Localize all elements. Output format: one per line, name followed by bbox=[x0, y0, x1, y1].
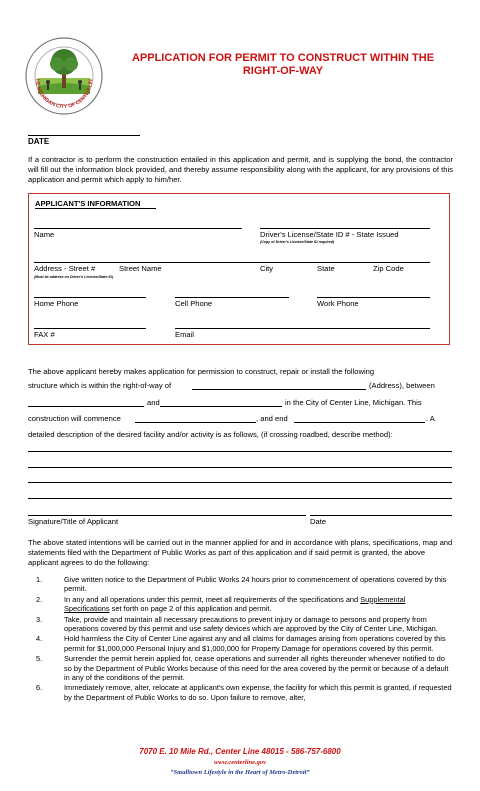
condition-item bbox=[28, 634, 453, 653]
city-seal-logo bbox=[24, 36, 104, 116]
condition-text: Take, provide and maintain all necessary precautions to prevent injury or damage to persons and property from operations covered by this permit and use safety devices which are approved by the City of Center Line, Michigan. bbox=[64, 614, 438, 634]
application-line-4a: construction will commence bbox=[28, 414, 121, 423]
condition-text: Give written notice to the Department of Public Works 24 hours prior to commencement of operations covered by this permit. bbox=[64, 575, 447, 594]
application-line-4c: . A bbox=[426, 414, 435, 423]
signature-field[interactable] bbox=[28, 515, 306, 516]
condition-text: Hold harmless the City of Center Line against any and all claims for damages arising from operations covered by this permit for $1,000,000 Personal Injury and $1,000,000 for Property Damage for operations covered by this permit. bbox=[64, 634, 446, 653]
intro-paragraph: If a contractor is to perform the construction entailed in this application and permit, and is supplying the bond, the contractor will fill out the information block provided, and thereby assume responsibility along with the applicant, for any provisions of this application and permit which apply to him/her. bbox=[28, 155, 453, 185]
description-line-2[interactable] bbox=[28, 467, 452, 468]
signature-label: Signature/Title of Applicant bbox=[28, 517, 119, 526]
license-note: (Copy of Driver's License/State ID required) bbox=[260, 240, 335, 244]
footer-address: 7070 E. 10 Mile Rd., Center Line 48015 - 586-757-6800 bbox=[139, 747, 341, 756]
application-line-1: The above applicant hereby makes application for permission to construct, repair or install the following bbox=[28, 367, 375, 376]
condition-number: 5. bbox=[36, 654, 43, 664]
condition-item bbox=[28, 615, 453, 634]
application-line-3b: in the City of Center Line, Michigan. This bbox=[285, 398, 422, 407]
svg-text:THE MICHIGAN CITY OF CENTER LI: HE MICHIGAN CITY OF CENTER LIN bbox=[33, 78, 95, 111]
title-line-1: APPLICATION FOR PERMIT TO CONSTRUCT WITHIN THE bbox=[131, 52, 435, 64]
and-street-blank[interactable] bbox=[160, 406, 282, 407]
email-label: Email bbox=[175, 330, 194, 339]
address-note: (Must be address on Driver's License/State ID) bbox=[34, 275, 114, 279]
fax-label: FAX # bbox=[34, 330, 55, 339]
signature-date-label: Date bbox=[310, 517, 327, 526]
license-label: Driver's License/State ID # - State Issued bbox=[260, 230, 399, 239]
name-field[interactable] bbox=[34, 228, 242, 229]
form-title bbox=[118, 52, 448, 78]
condition-number: 1. bbox=[36, 575, 43, 584]
condition-number: 3. bbox=[36, 614, 43, 624]
condition-text: Surrender the permit herein applied for, cease operations and surrender all rights thereunder whenever notified to do so by the Department of Public Works because of this need for the area covered by the permit or because of a default in any of the conditions of the permit. bbox=[64, 654, 449, 683]
end-date-blank[interactable] bbox=[294, 422, 425, 423]
condition-text: Immediately remove, alter, relocate at applicant's own expense, the facility for which this permit is granted, if requested by the Department of Public Works to do so. Upon failure to remove, alter, bbox=[64, 683, 452, 702]
signature-date-field[interactable] bbox=[310, 515, 452, 516]
date-label: DATE bbox=[28, 137, 50, 146]
work-phone-label: Work Phone bbox=[317, 299, 359, 308]
address-blank[interactable] bbox=[192, 389, 366, 390]
application-line-2b: (Address), between bbox=[369, 381, 435, 390]
license-field[interactable] bbox=[260, 228, 430, 229]
date-input-line[interactable] bbox=[28, 135, 140, 136]
work-phone-field[interactable] bbox=[317, 297, 430, 298]
state-label: State bbox=[317, 264, 335, 273]
condition-number: 4. bbox=[36, 634, 43, 644]
home-phone-label: Home Phone bbox=[34, 299, 79, 308]
condition-item bbox=[28, 575, 453, 594]
condition-item bbox=[28, 654, 453, 682]
name-label: Name bbox=[34, 230, 55, 239]
footer-slogan: “Smalltown Lifestyle in the Heart of Metro-Detroit” bbox=[170, 769, 310, 776]
application-line-5: detailed description of the desired facility and/or activity is as follows, (if crossing roadbed, describe method): bbox=[28, 430, 393, 439]
description-line-4[interactable] bbox=[28, 498, 452, 499]
email-field[interactable] bbox=[175, 328, 430, 329]
applicant-info-heading: APPLICANT'S INFORMATION bbox=[35, 199, 141, 208]
cell-phone-field[interactable] bbox=[175, 297, 289, 298]
title-line-2: RIGHT-OF-WAY bbox=[242, 65, 324, 77]
application-line-4b: , and end bbox=[256, 414, 288, 423]
street-name-label: Street Name bbox=[119, 264, 162, 273]
between-street-blank[interactable] bbox=[28, 406, 144, 407]
description-line-1[interactable] bbox=[28, 451, 452, 452]
condition-item bbox=[28, 683, 453, 702]
supplemental-specifications-link: Supplemental Specifications bbox=[64, 594, 406, 614]
condition-number: 2. bbox=[36, 594, 43, 604]
conditions-list bbox=[28, 575, 453, 702]
heading-underline bbox=[35, 208, 156, 209]
application-line-3a: and bbox=[147, 398, 160, 407]
address-label: Address - Street # bbox=[34, 264, 96, 273]
home-phone-field[interactable] bbox=[34, 297, 146, 298]
application-line-2a: structure which is within the right-of-way of bbox=[28, 381, 172, 390]
description-line-3[interactable] bbox=[28, 482, 452, 483]
cell-phone-label: Cell Phone bbox=[175, 299, 213, 308]
agreement-intro: The above stated intentions will be carried out in the manner applied for and in accordance with plans, specifications, map and statements filed with the Department of Public Works as part of this application and if said permit is granted, the above applicant agrees to do the following: bbox=[28, 538, 453, 567]
condition-number: 6. bbox=[36, 683, 43, 693]
address-field[interactable] bbox=[34, 262, 430, 263]
commence-date-blank[interactable] bbox=[135, 422, 256, 423]
fax-field[interactable] bbox=[34, 328, 146, 329]
condition-item bbox=[28, 595, 453, 614]
condition-text: In any and all operations under this permit, meet all requirements of the specifications and Supplemental Specifications set forth on page 2 of this application and permit. bbox=[64, 594, 406, 614]
city-label: City bbox=[260, 264, 274, 273]
zip-label: Zip Code bbox=[373, 264, 404, 273]
footer-website[interactable]: www.centerline.gov bbox=[213, 759, 267, 766]
